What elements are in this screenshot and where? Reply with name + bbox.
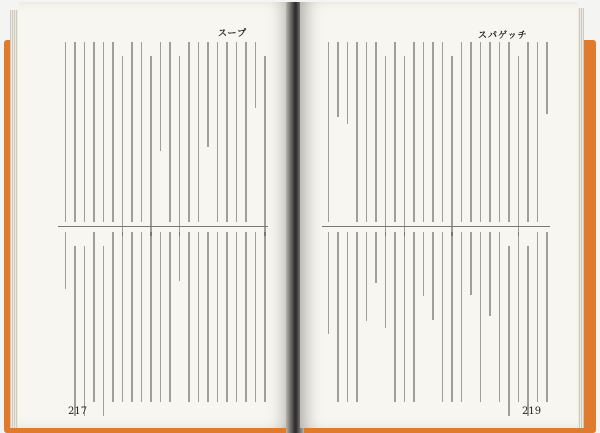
- text-line: [518, 56, 520, 236]
- text-line: [328, 42, 330, 222]
- right-page: [300, 2, 578, 428]
- text-line: [150, 56, 152, 236]
- text-line: [112, 232, 114, 402]
- text-line: [385, 56, 387, 236]
- text-line: [442, 232, 444, 402]
- text-line: [74, 42, 76, 222]
- left-running-head: スープ: [218, 29, 248, 39]
- text-line: [169, 232, 171, 402]
- text-line: [188, 42, 190, 222]
- text-line: [264, 232, 266, 402]
- text-line: [226, 232, 228, 402]
- text-line: [337, 42, 339, 117]
- text-line: [461, 42, 463, 222]
- text-line: [188, 232, 190, 402]
- text-line: [537, 42, 539, 222]
- text-line: [103, 246, 105, 416]
- text-line: [489, 232, 491, 316]
- text-line: [160, 42, 162, 151]
- text-line: [112, 42, 114, 222]
- text-line: [404, 56, 406, 236]
- text-line: [169, 42, 171, 222]
- text-line: [122, 232, 124, 402]
- text-line: [356, 42, 358, 222]
- text-line: [93, 42, 95, 222]
- text-line: [423, 232, 425, 296]
- text-line: [198, 42, 200, 222]
- text-line: [470, 232, 472, 295]
- text-line: [508, 42, 510, 222]
- text-line: [236, 42, 238, 222]
- text-line: [499, 42, 501, 222]
- right-column-divider: [322, 226, 550, 227]
- text-line: [84, 246, 86, 416]
- text-line: [508, 246, 510, 416]
- text-line: [84, 42, 86, 222]
- text-line: [499, 232, 501, 402]
- text-line: [366, 42, 368, 222]
- right-text-column-upper: [322, 42, 550, 222]
- text-line: [264, 56, 266, 236]
- text-line: [255, 42, 257, 108]
- text-line: [394, 232, 396, 402]
- text-line: [404, 232, 406, 402]
- text-line: [207, 42, 209, 147]
- text-line: [179, 56, 181, 236]
- text-line: [413, 232, 415, 402]
- text-line: [103, 42, 105, 222]
- text-line: [432, 232, 434, 320]
- text-line: [131, 42, 133, 222]
- text-line: [413, 42, 415, 222]
- text-line: [480, 42, 482, 222]
- text-line: [236, 232, 238, 402]
- text-line: [160, 232, 162, 402]
- text-line: [375, 42, 377, 222]
- text-line: [347, 232, 349, 402]
- text-line: [375, 232, 377, 283]
- text-line: [245, 232, 247, 402]
- text-line: [480, 232, 482, 402]
- text-line: [207, 232, 209, 402]
- right-text-column-lower: [322, 232, 550, 402]
- text-line: [470, 42, 472, 222]
- text-line: [366, 232, 368, 321]
- text-line: [245, 42, 247, 222]
- text-line: [394, 42, 396, 222]
- left-page: [18, 2, 290, 428]
- text-line: [217, 42, 219, 222]
- text-line: [65, 232, 67, 289]
- text-line: [198, 232, 200, 402]
- text-line: [537, 232, 539, 402]
- text-line: [546, 232, 548, 402]
- text-line: [527, 42, 529, 222]
- text-line: [131, 232, 133, 402]
- text-line: [226, 42, 228, 222]
- text-line: [217, 232, 219, 402]
- left-column-divider: [58, 226, 268, 227]
- text-line: [489, 42, 491, 222]
- text-line: [141, 42, 143, 222]
- left-page-number: 217: [68, 406, 88, 417]
- text-line: [74, 246, 76, 416]
- text-line: [423, 42, 425, 222]
- text-line: [518, 232, 520, 402]
- text-line: [451, 232, 453, 402]
- text-line: [150, 232, 152, 402]
- text-line: [328, 232, 330, 334]
- text-line: [461, 232, 463, 402]
- text-line: [546, 42, 548, 114]
- text-line: [527, 246, 529, 416]
- right-running-head: スパゲッチ: [478, 31, 528, 41]
- text-line: [122, 56, 124, 236]
- text-line: [442, 42, 444, 222]
- text-line: [65, 42, 67, 222]
- right-page-number: 219: [522, 406, 542, 417]
- text-line: [255, 232, 257, 402]
- text-line: [141, 232, 143, 402]
- text-line: [179, 232, 181, 281]
- text-line: [356, 232, 358, 402]
- text-line: [451, 56, 453, 236]
- text-line: [385, 232, 387, 328]
- left-text-column-lower: [58, 232, 268, 402]
- text-line: [93, 232, 95, 402]
- text-line: [337, 232, 339, 402]
- left-text-column-upper: [58, 42, 268, 222]
- text-line: [347, 42, 349, 124]
- text-line: [432, 42, 434, 222]
